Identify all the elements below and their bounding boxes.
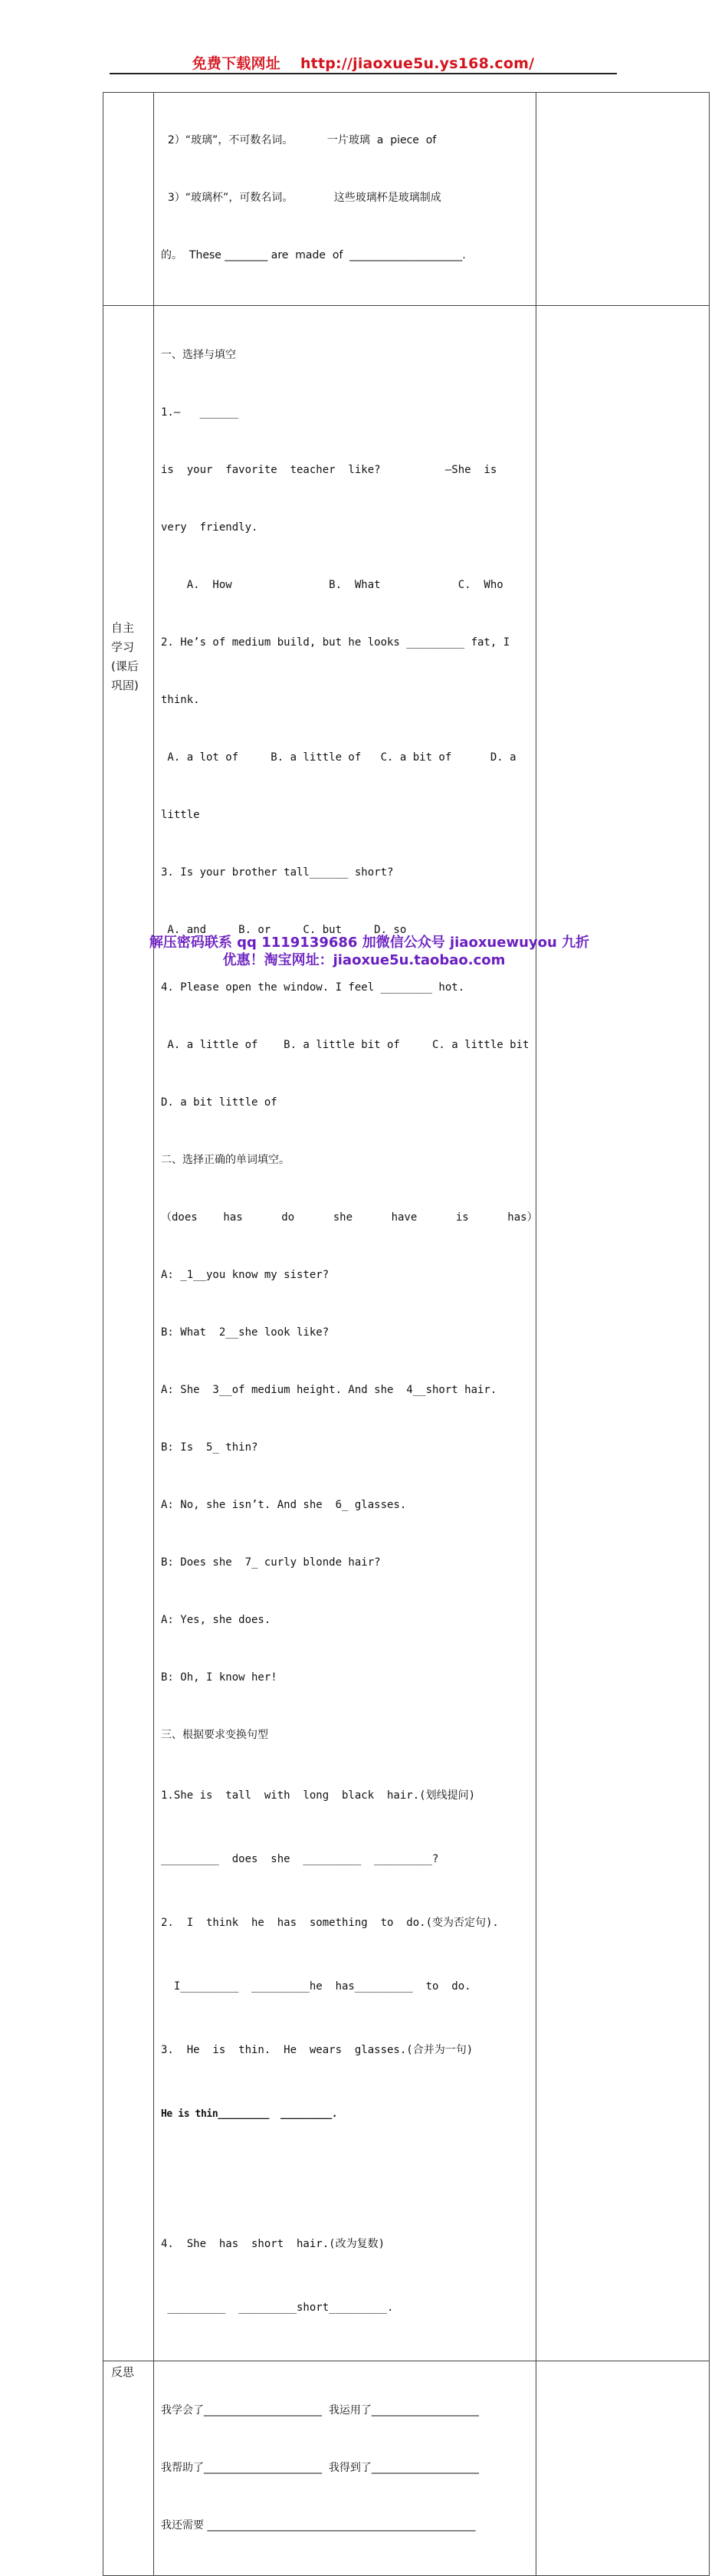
question-line: 1.— ______ [161, 406, 245, 419]
word-bank: （does has do she have is has） [161, 1211, 538, 1224]
transform-line: 2. I think he has something to do.(变为否定句). [161, 1917, 499, 1929]
dialogue-line: A: Yes, she does. [161, 1614, 271, 1626]
self-study-label-line: 自主 [111, 621, 135, 635]
table-row-reflection [103, 2361, 710, 2576]
dialogue-line: A: No, she isn’t. And she 6_ glasses. [161, 1499, 407, 1511]
question-line: 2. He’s of medium build, but he looks _________ fat, I [161, 636, 510, 649]
option-line: A. a little of B. a little bit of C. a little bit [161, 1039, 530, 1051]
reflection-line: 我还需要 __________________________________________________ [161, 2519, 476, 2532]
dialogue-line: B: Is 5_ thin? [161, 1441, 258, 1454]
reflection-line: 我学会了______________________ 我运用了____________________ [161, 2404, 479, 2417]
dialogue-line: B: What 2__she look like? [161, 1326, 330, 1339]
label-cell-self-study [103, 306, 154, 2361]
answer-line: _________ _________short_________. [161, 2302, 394, 2314]
reflection-line: 我帮助了______________________ 我得到了____________________ [161, 2462, 479, 2474]
blank-spacer [161, 2165, 530, 2193]
section-heading: 二、选择正确的单词填空。 [161, 1154, 290, 1166]
text-line: 的。 These ________ are made of _____________________. [161, 249, 466, 261]
header-url-link[interactable]: http://jiaoxue5u.ys168.com/ [300, 55, 535, 72]
text-line: 3）“玻璃杯”，可数名词。 这些玻璃杯是玻璃制成 [161, 192, 441, 204]
option-line: little [161, 809, 200, 821]
question-line: is your favorite teacher like? —She is [161, 464, 497, 476]
option-line: A. a lot of B. a little of C. a bit of D. a [161, 751, 516, 764]
question-line: 3. Is your brother tall______ short? [161, 866, 394, 879]
footer-line: 解压密码联系 qq 1119139686 加微信公众号 jiaoxuewuyou 九折 [149, 935, 590, 951]
dialogue-line: A: She 3__of medium height. And she 4__short hair. [161, 1384, 497, 1396]
content-cell-top [154, 93, 536, 306]
page-header [110, 52, 617, 74]
section-heading: 三、根据要求变换句型 [161, 1729, 268, 1741]
self-study-label-line: 学习 [111, 640, 135, 654]
answer-line: He is thin_________ _________. [161, 2108, 338, 2120]
table-row-self-study [103, 306, 710, 2361]
self-study-label-line: 巩固) [111, 678, 139, 692]
dialogue-line: B: Does she 7_ curly blonde hair? [161, 1556, 381, 1569]
notes-cell [536, 306, 710, 2361]
free-download-label: 免费下载网址 [192, 55, 280, 72]
notes-cell [536, 2361, 710, 2576]
option-line: D. a bit little of [161, 1096, 277, 1109]
self-study-label-line: (课后 [111, 659, 139, 673]
transform-line: 1.She is tall with long black hair.(划线提问) [161, 1789, 476, 1802]
page-footer [0, 934, 728, 969]
content-cell-reflection [154, 2361, 536, 2576]
transform-line: 3. He is thin. He wears glasses.(合并为一句) [161, 2044, 474, 2056]
table-row-top [103, 93, 710, 306]
transform-line: 4. She has short hair.(改为复数) [161, 2238, 385, 2250]
answer-line: _________ does she _________ _________? [161, 1853, 439, 1865]
notes-cell [536, 93, 710, 306]
label-cell-empty [103, 93, 154, 306]
dialogue-line: B: Oh, I know her! [161, 1671, 277, 1684]
reflection-label: 反思 [111, 2365, 135, 2379]
content-cell-self-study [154, 306, 536, 2361]
question-line: very friendly. [161, 521, 258, 534]
dialogue-line: A: _1__you know my sister? [161, 1269, 330, 1281]
section-heading: 一、选择与填空 [161, 349, 236, 361]
question-line: think. [161, 694, 200, 706]
question-line: 4. Please open the window. I feel ________ hot. [161, 981, 465, 994]
footer-line: 优惠！淘宝网址：jiaoxue5u.taobao.com [222, 952, 506, 968]
label-cell-reflection [103, 2361, 154, 2576]
answer-line: I_________ _________he has_________ to do. [161, 1980, 471, 1993]
text-line: 2）“玻璃”，不可数名词。 一片玻璃 a piece of [161, 134, 437, 146]
option-line: A. and B. or C. but D. so [161, 924, 407, 936]
option-line: A. How B. What C. Who [161, 579, 503, 591]
worksheet-table [103, 92, 710, 2576]
